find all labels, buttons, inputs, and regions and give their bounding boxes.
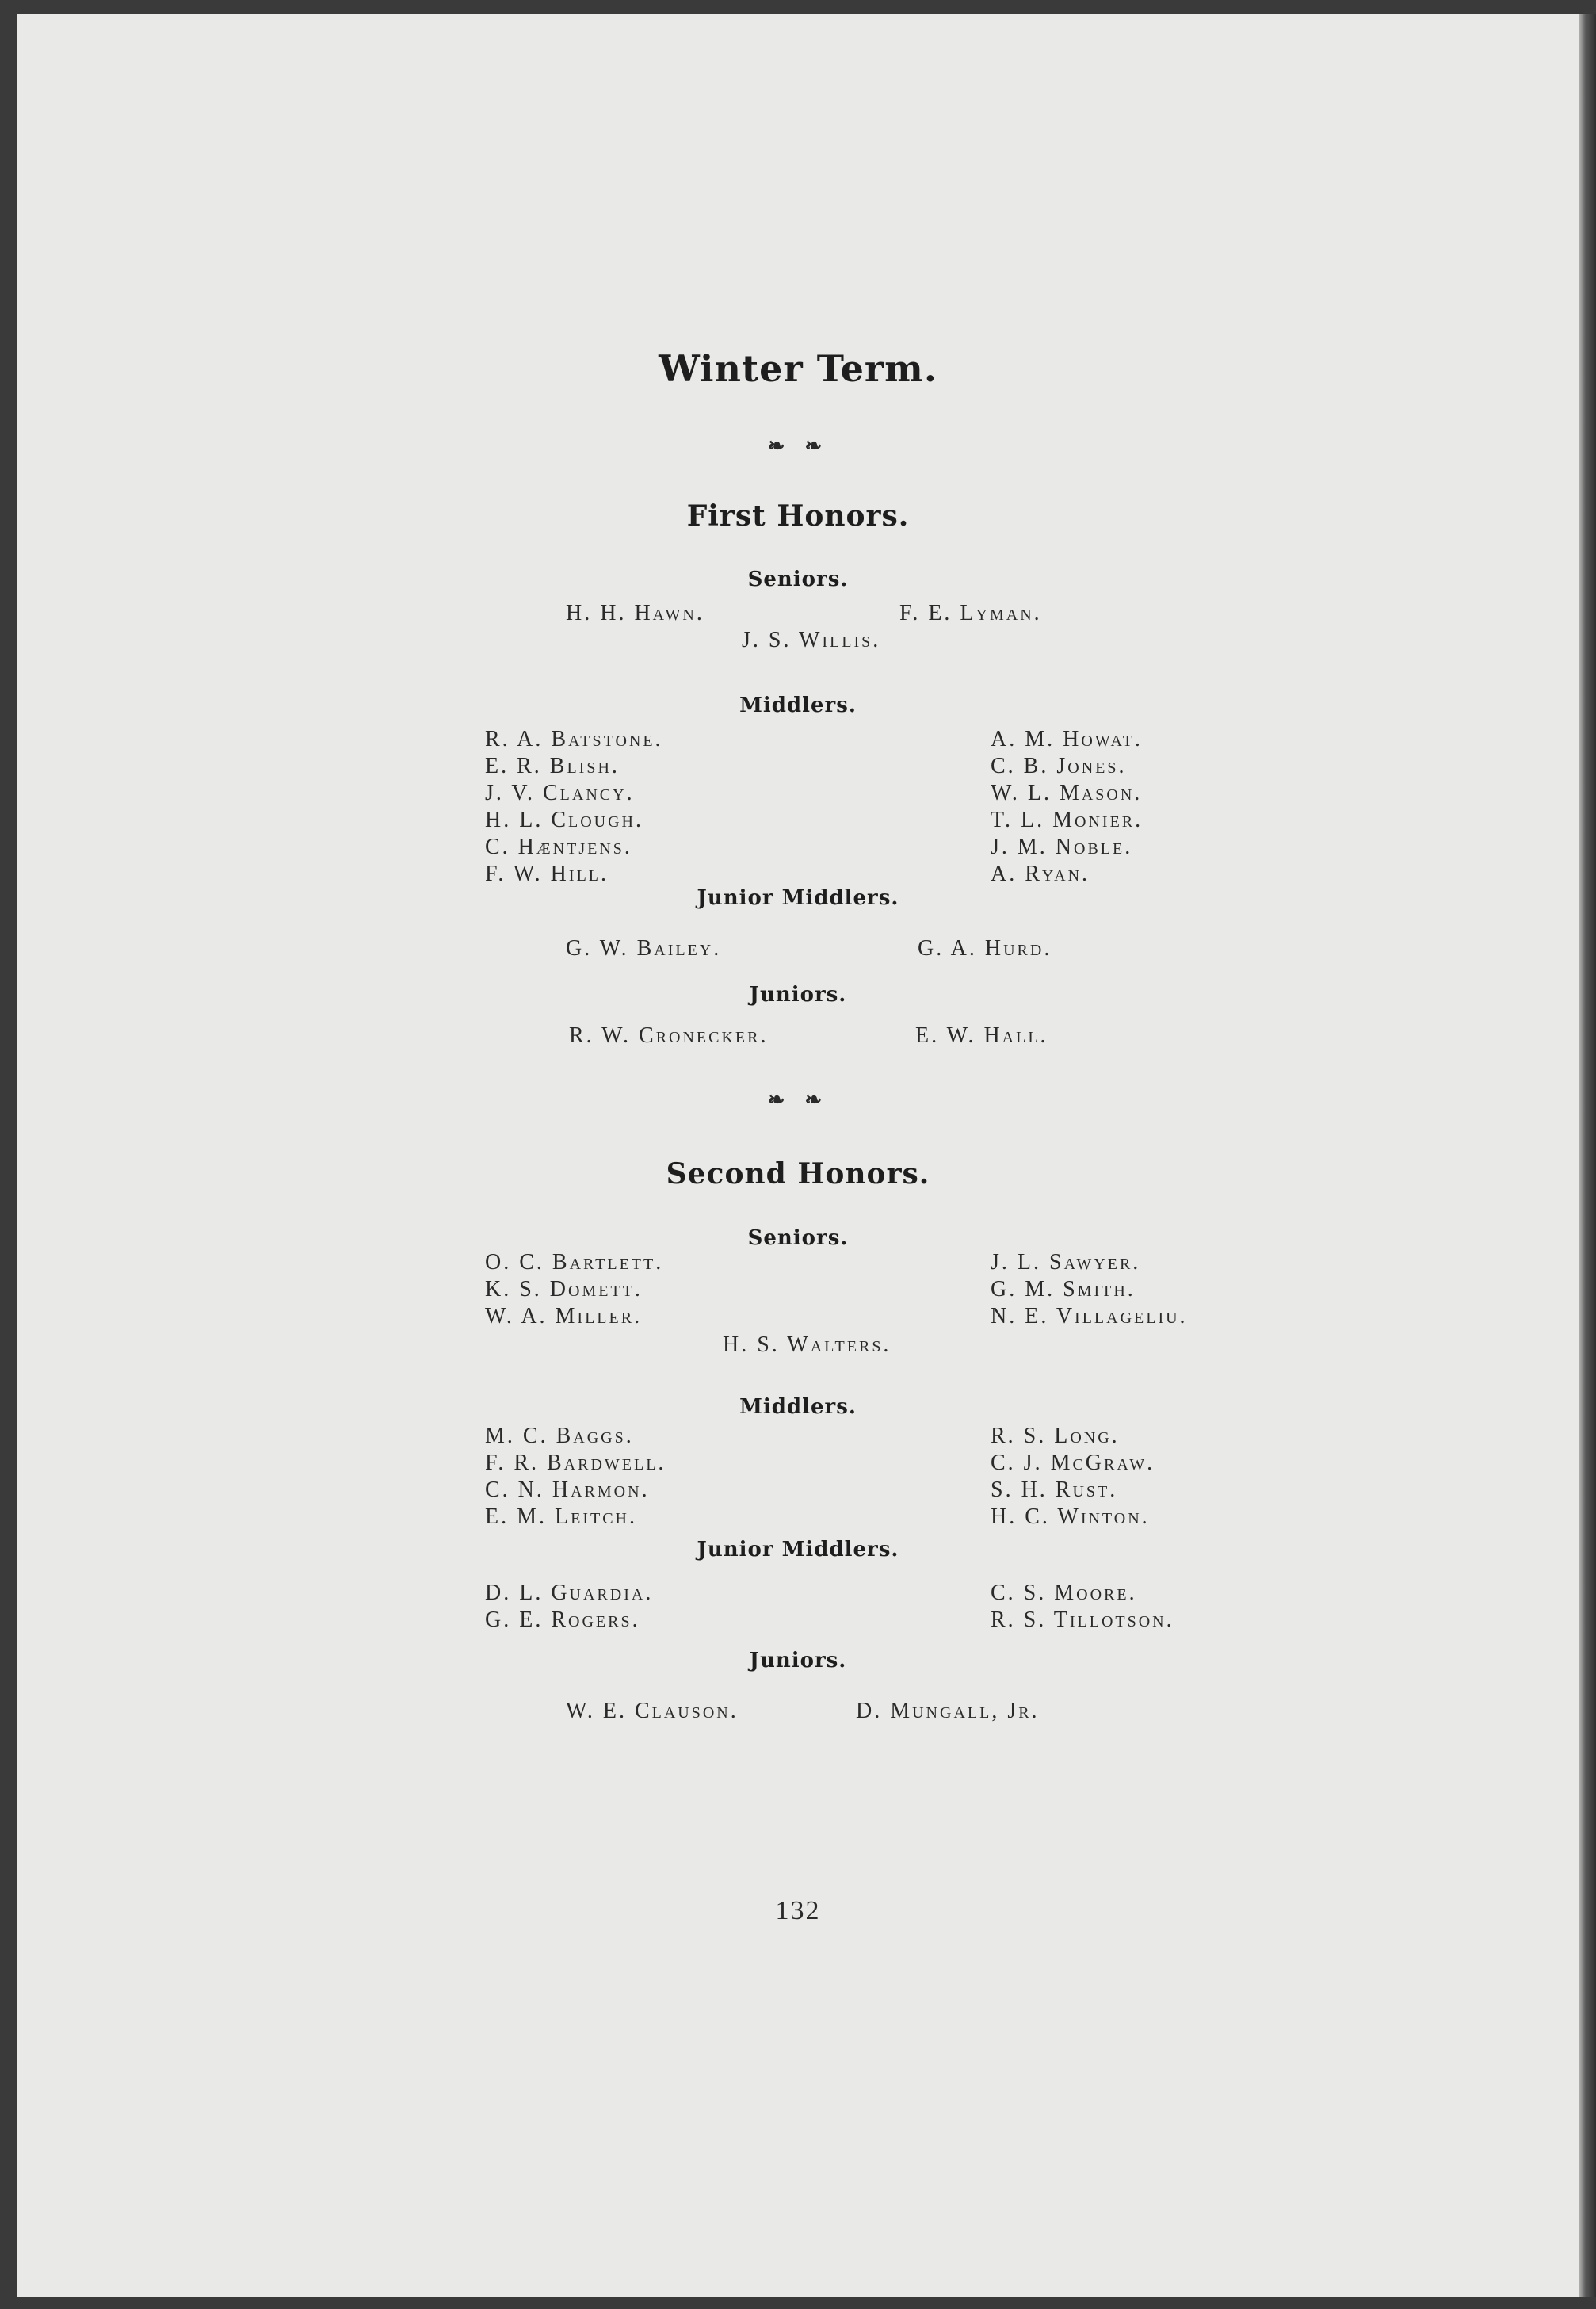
sh-senior-name: H. S. Walters.	[723, 1332, 892, 1357]
fh-middler-name: E. R. Blish.	[485, 754, 620, 778]
fh-juniors-label: Juniors.	[749, 983, 847, 1007]
sh-middler-name: H. C. Winton.	[991, 1504, 1150, 1529]
sh-middler-name: M. C. Baggs.	[485, 1424, 634, 1448]
sh-junior-middlers-label: Junior Middlers.	[697, 1538, 899, 1562]
sh-junior-middler-name: G. E. Rogers.	[485, 1608, 640, 1632]
sh-junior-name: D. Mungall, Jr.	[856, 1699, 1040, 1723]
fh-junior-name: E. W. Hall.	[915, 1023, 1048, 1048]
fh-middlers-right-column	[991, 726, 1143, 888]
sh-senior-name: K. S. Domett.	[485, 1277, 643, 1302]
sh-junior-middler-name: D. L. Guardia.	[485, 1581, 654, 1605]
scan-border	[0, 2297, 1596, 2309]
fh-middler-name: T. L. Monier.	[991, 808, 1144, 832]
fh-middler-name: C. B. Jones.	[991, 754, 1127, 778]
sh-juniors-label: Juniors.	[749, 1649, 847, 1672]
sh-junior-middler-name: R. S. Tillotson.	[991, 1608, 1174, 1632]
ornament-middle: ❧ ❧	[767, 1088, 829, 1112]
fh-senior-name: H. H. Hawn.	[566, 601, 704, 625]
sh-junior-middlers-left-column	[485, 1580, 653, 1634]
fh-junior-middlers-label: Junior Middlers.	[697, 886, 899, 910]
fh-junior-name: R. W. Cronecker.	[569, 1023, 769, 1048]
fh-middler-name: A. Ryan.	[991, 862, 1090, 886]
fh-middler-name: J. M. Noble.	[991, 835, 1133, 859]
fh-seniors-label: Seniors.	[747, 568, 849, 591]
fh-middler-name: J. V. Clancy.	[485, 781, 635, 805]
page-title: Winter Term.	[659, 347, 937, 390]
sh-middler-name: E. M. Leitch.	[485, 1504, 637, 1529]
fh-middler-name: W. L. Mason.	[991, 781, 1143, 805]
sh-middlers-label: Middlers.	[739, 1395, 857, 1419]
fh-middler-name: C. Hæntjens.	[485, 835, 632, 859]
sh-senior-name: G. M. Smith.	[991, 1277, 1136, 1302]
sh-middlers-right-column	[991, 1423, 1155, 1531]
second-honors-heading: Second Honors.	[666, 1157, 930, 1191]
fh-senior-name: J. S. Willis.	[742, 628, 881, 652]
sh-middler-name: F. R. Bardwell.	[485, 1451, 666, 1475]
fh-senior-name: F. E. Lyman.	[899, 601, 1042, 625]
sh-senior-name: O. C. Bartlett.	[485, 1250, 664, 1275]
sh-junior-middlers-right-column	[991, 1580, 1174, 1634]
sh-seniors-label: Seniors.	[747, 1226, 849, 1250]
sh-seniors-left-column	[485, 1249, 663, 1330]
first-honors-heading: First Honors.	[686, 499, 910, 533]
fh-junior-middler-name: G. A. Hurd.	[918, 936, 1052, 961]
sh-senior-name: J. L. Sawyer.	[991, 1250, 1141, 1275]
sh-junior-middler-name: C. S. Moore.	[991, 1581, 1137, 1605]
sh-middler-name: C. J. McGraw.	[991, 1451, 1155, 1475]
fh-junior-middler-name: G. W. Bailey.	[566, 936, 722, 961]
fh-middler-name: F. W. Hill.	[485, 862, 609, 886]
sh-middler-name: R. S. Long.	[991, 1424, 1120, 1448]
sh-senior-name: W. A. Miller.	[485, 1304, 643, 1328]
fh-middlers-label: Middlers.	[739, 694, 857, 717]
sh-middlers-left-column	[485, 1423, 666, 1531]
ornament-top: ❧ ❧	[767, 434, 829, 458]
sh-junior-name: W. E. Clauson.	[566, 1699, 739, 1723]
fh-middler-name: A. M. Howat.	[991, 727, 1143, 751]
fh-middler-name: H. L. Clough.	[485, 808, 643, 832]
sh-middler-name: C. N. Harmon.	[485, 1478, 650, 1502]
fh-middler-name: R. A. Batstone.	[485, 727, 663, 751]
sh-senior-name: N. E. Villageliu.	[991, 1304, 1188, 1328]
sh-seniors-right-column	[991, 1249, 1188, 1330]
page-number: 132	[775, 1896, 821, 1925]
fh-middlers-left-column	[485, 726, 663, 888]
sh-middler-name: S. H. Rust.	[991, 1478, 1118, 1502]
